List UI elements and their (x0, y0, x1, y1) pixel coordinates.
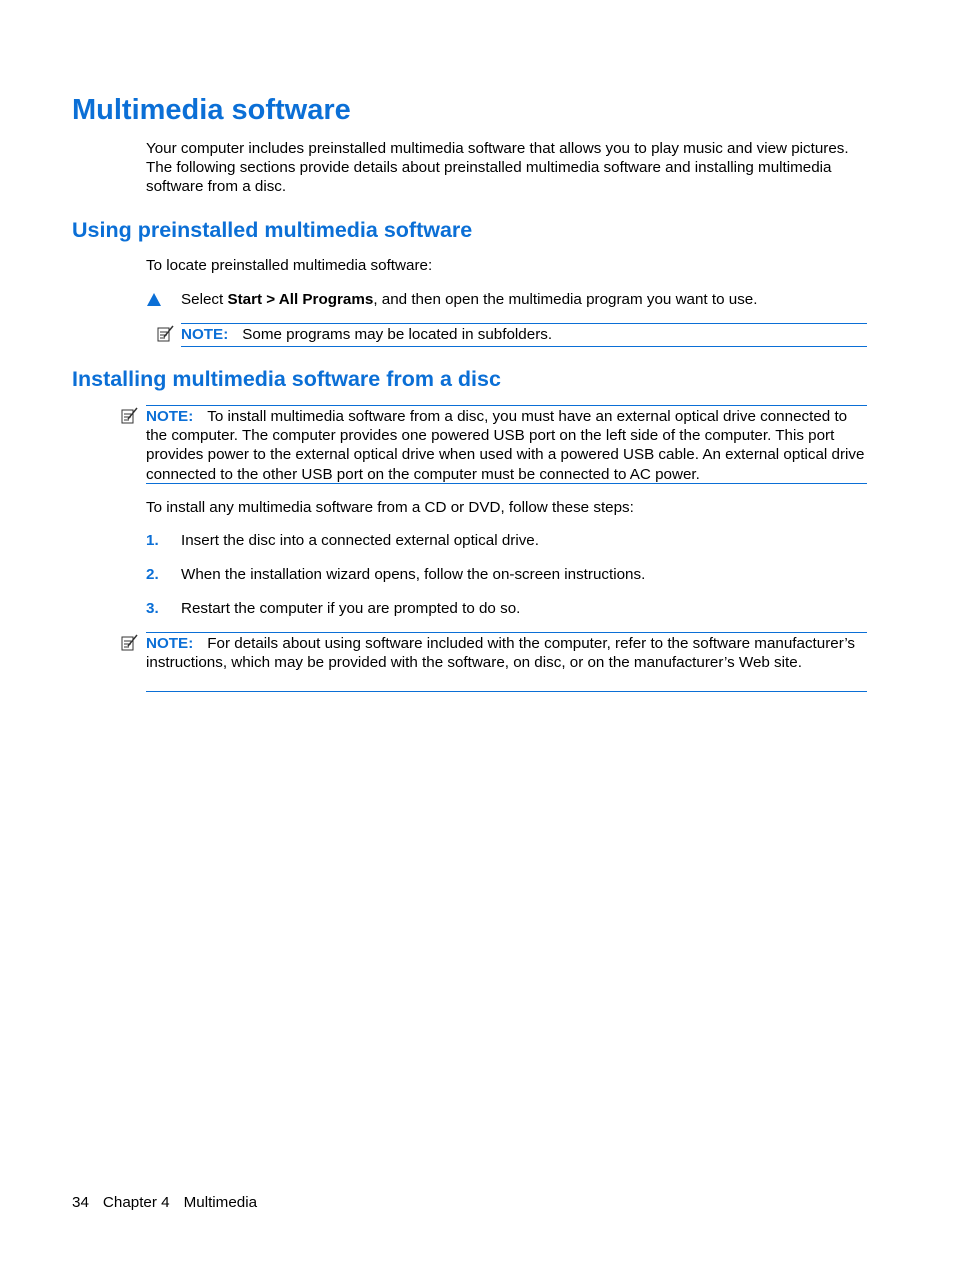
step-number: 2. (146, 566, 159, 583)
triangle-bullet-icon (147, 293, 161, 306)
step-text: Insert the disc into a connected external optical drive. (181, 532, 539, 549)
step-number: 1. (146, 532, 159, 549)
footer-chapter: Chapter 4 (102, 1194, 170, 1211)
note-manufacturer (146, 632, 867, 692)
section-heading-preinstalled: Using preinstalled multimedia software (72, 218, 473, 242)
step-bold-path: Start > All Programs (227, 291, 374, 308)
note-label: NOTE: (146, 408, 194, 425)
note-subfolders (181, 323, 867, 347)
step-text: When the installation wizard opens, follow the on-screen instructions. (181, 566, 646, 583)
note-text: To install multimedia software from a disc, you must have an external optical drive connected to the computer. The computer provides one powered USB port on the left side of the computer. This port provides power to the external optical drive when used with a powered USB cable. An external optical drive connected to the other USB port on the computer must be connected to AC power. (146, 408, 865, 483)
page-footer (72, 1193, 271, 1212)
preinstalled-step (181, 290, 757, 309)
page-title: Multimedia software (72, 94, 351, 126)
disc-lead: To install any multimedia software from a CD or DVD, follow these steps: (146, 499, 634, 516)
preinstalled-lead: To locate preinstalled multimedia software: (146, 257, 433, 274)
note-text: Some programs may be located in subfolders. (242, 326, 553, 343)
step-prefix: Select (181, 291, 228, 308)
section-heading-disc: Installing multimedia software from a disc (72, 367, 501, 391)
note-label: NOTE: (146, 635, 194, 652)
step-suffix: , and then open the multimedia program you want to use. (373, 291, 758, 308)
note-label: NOTE: (181, 326, 229, 343)
note-optical-drive (146, 405, 867, 484)
note-text: For details about using software included with the computer, refer to the software manufacturer’s instructions, which may be provided with the software, on disc, or on the manufacturer’s Web site. (146, 635, 856, 672)
note-icon (121, 634, 138, 651)
step-text: Restart the computer if you are prompted to do so. (181, 600, 521, 617)
note-icon (121, 407, 138, 424)
footer-chapter-title: Multimedia (183, 1194, 258, 1211)
step-number: 3. (146, 600, 159, 617)
page-number: 34 (72, 1194, 89, 1211)
note-icon (157, 325, 174, 342)
intro-paragraph: Your computer includes preinstalled multimedia software that allows you to play music and view pictures. The following sections provide details about preinstalled multimedia software and installing multimedia software from a disc. (146, 140, 849, 196)
